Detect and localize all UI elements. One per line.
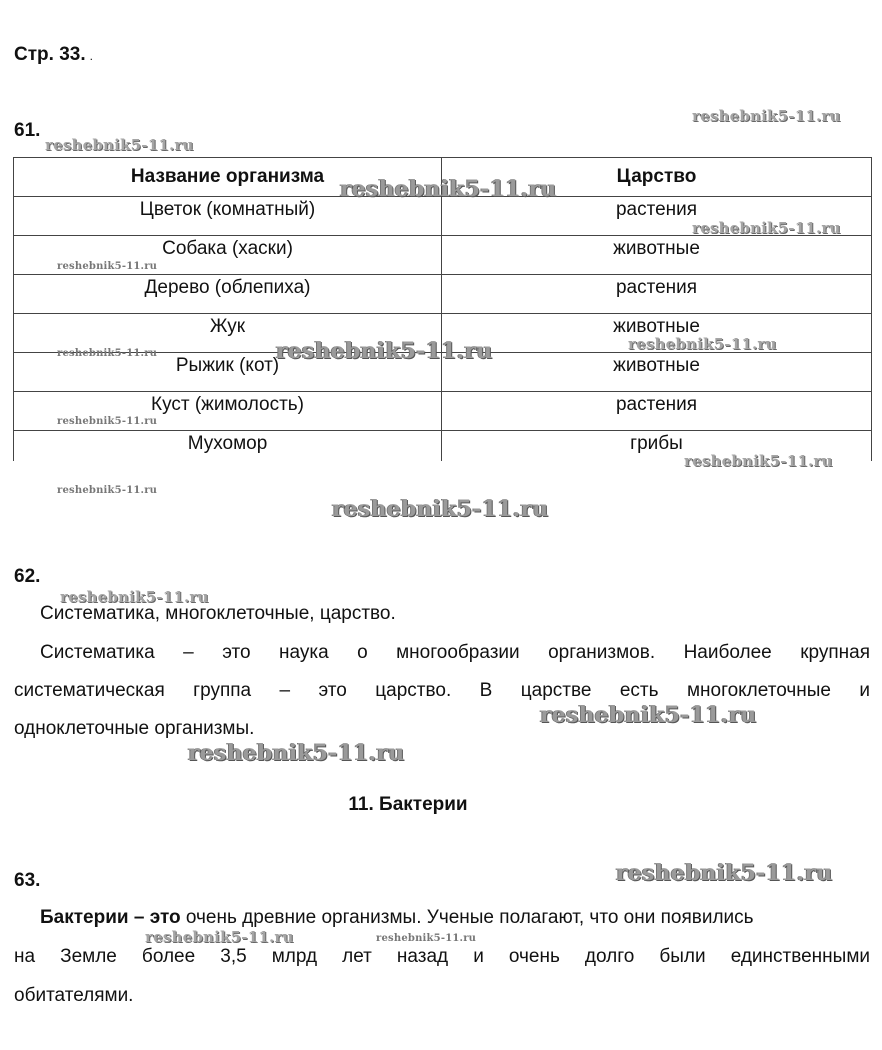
watermark: reshebnik5-11.ru xyxy=(628,335,777,353)
watermark: reshebnik5-11.ru xyxy=(57,485,158,496)
kingdom-cell: растения xyxy=(442,392,872,431)
organism-cell: Цветок (комнатный) xyxy=(14,197,442,236)
watermark: reshebnik5-11.ru xyxy=(684,452,833,470)
task-62-number: 62. xyxy=(14,566,41,587)
task-63-line-1 xyxy=(40,907,870,929)
kingdom-cell: грибы xyxy=(442,431,872,462)
watermark: reshebnik5-11.ru xyxy=(692,219,841,237)
organism-cell: Собака (хаски) xyxy=(14,236,442,275)
watermark: reshebnik5-11.ru xyxy=(616,860,833,886)
organism-cell: Дерево (облепиха) xyxy=(14,275,442,314)
task-63-line-3: обитателями. xyxy=(14,985,134,1006)
watermark: reshebnik5-11.ru xyxy=(57,261,158,272)
column-header-kingdom: Царство xyxy=(442,158,872,197)
task-62-paragraph-line: Систематика – это наука о многообразии организмов. Наиболее крупная xyxy=(40,642,870,663)
page-header-label: Стр. 33. xyxy=(14,44,86,65)
organism-cell: Мухомор xyxy=(14,431,442,462)
organism-cell: Рыжик (кот) xyxy=(14,353,442,392)
watermark: reshebnik5-11.ru xyxy=(45,136,194,154)
watermark: reshebnik5-11.ru xyxy=(188,740,405,766)
page-header-dot: . xyxy=(89,49,93,63)
task-63-line-1-rest: очень древние организмы. Ученые полагают, что они появились xyxy=(180,907,754,928)
column-header-organism: Название организма xyxy=(14,158,442,197)
kingdom-cell: животные xyxy=(442,236,872,275)
watermark: reshebnik5-11.ru xyxy=(692,107,841,125)
watermark: reshebnik5-11.ru xyxy=(376,933,477,944)
task-62-words: Систематика, многоклеточные, царство. xyxy=(40,603,396,624)
task-62-paragraph-line: одноклеточные организмы. xyxy=(14,718,255,739)
watermark: reshebnik5-11.ru xyxy=(340,176,557,202)
kingdom-cell: животные xyxy=(442,353,872,392)
kingdom-cell: растения xyxy=(442,197,872,236)
watermark: reshebnik5-11.ru xyxy=(145,928,294,946)
watermark: reshebnik5-11.ru xyxy=(57,416,158,427)
task-63-bold-lead: Бактерии – это xyxy=(40,907,181,928)
task-61-number: 61. xyxy=(14,120,41,141)
organism-cell: Куст (жимолость) xyxy=(14,392,442,431)
kingdom-cell: животные xyxy=(442,314,872,353)
watermark: reshebnik5-11.ru xyxy=(276,338,493,364)
task-62-paragraph-line: систематическая группа – это царство. В царстве есть многоклеточные и xyxy=(14,680,870,701)
watermark: reshebnik5-11.ru xyxy=(60,588,209,606)
page-header xyxy=(14,44,93,66)
kingdom-cell: растения xyxy=(442,275,872,314)
task-63-line-2: на Земле более 3,5 млрд лет назад и очень долго были единственными xyxy=(14,946,870,967)
watermark: reshebnik5-11.ru xyxy=(57,348,158,359)
watermark: reshebnik5-11.ru xyxy=(332,496,549,522)
watermark: reshebnik5-11.ru xyxy=(540,702,757,728)
organism-cell: Жук xyxy=(14,314,442,353)
table-row xyxy=(14,275,872,314)
task-63-number: 63. xyxy=(14,870,41,891)
task-63-line-1-content xyxy=(40,907,754,929)
section-title: 11. Бактерии xyxy=(348,794,468,815)
